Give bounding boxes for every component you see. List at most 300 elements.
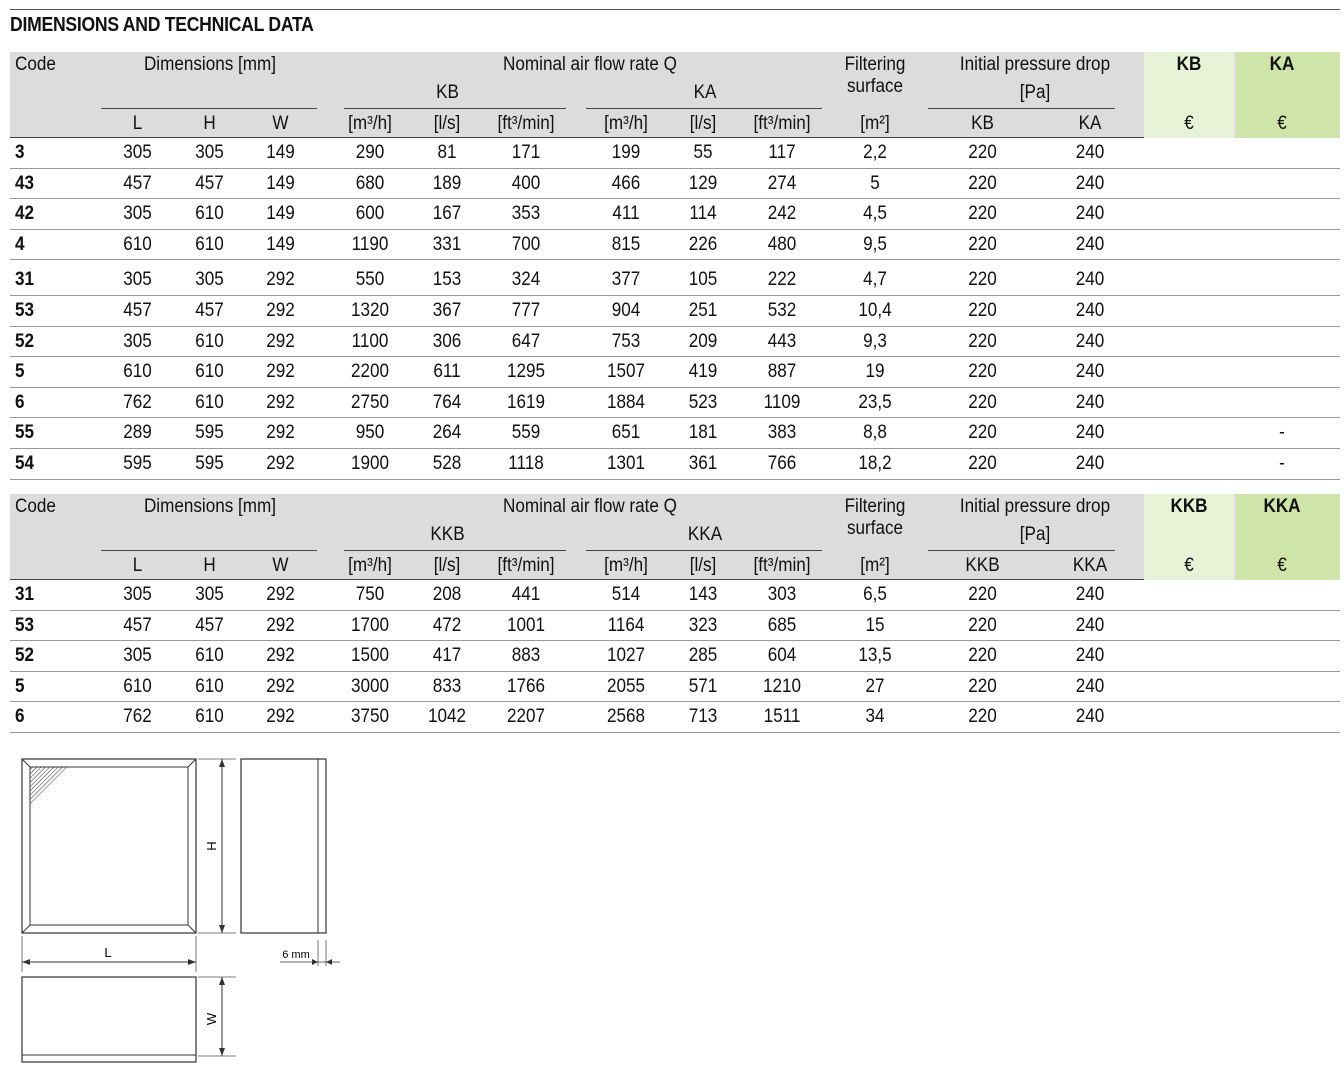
cell-code: 55 [15, 422, 35, 444]
cell-height: 610 [195, 675, 224, 697]
table-row [10, 327, 1340, 358]
table-row [10, 418, 1340, 449]
cell-flow-b-ls: 713 [688, 706, 718, 728]
cell-length: 610 [123, 233, 152, 255]
cell-flow-b-m3h: 199 [611, 142, 641, 163]
cell-pressure-b: 240 [1075, 203, 1105, 225]
cell-pressure-b: 240 [1075, 361, 1105, 383]
header-m2: [m²] [860, 113, 890, 134]
cell-flow-a-m3h: 950 [355, 422, 385, 444]
cell-pressure-a: 220 [968, 391, 997, 413]
cell-length: 305 [123, 269, 152, 291]
cell-flow-a-ls: 208 [432, 584, 462, 605]
height-dimension [198, 759, 236, 933]
cell-flow-a-m3h: 1100 [351, 330, 389, 352]
cell-code: 54 [15, 452, 35, 474]
cell-flow-b-m3h: 815 [611, 233, 641, 255]
cell-flow-b-m3h: 1301 [606, 452, 646, 474]
cell-flow-b-m3h: 1027 [606, 645, 646, 667]
cell-pressure-b: 240 [1075, 614, 1105, 636]
cell-flow-b-ls: 226 [688, 233, 718, 255]
header-underline [101, 108, 317, 109]
cell-flow-b-m3h: 1884 [606, 391, 646, 413]
cell-code: 53 [15, 614, 35, 636]
cell-filtering-surface: 10,4 [858, 299, 892, 321]
cell-code: 5 [15, 675, 25, 697]
cell-flow-b-ls: 105 [688, 269, 718, 291]
cell-pressure-a: 220 [968, 269, 997, 291]
cell-filtering-surface: 9,3 [863, 330, 887, 352]
cell-filtering-surface: 2,2 [863, 142, 887, 163]
header-price-a: KB [1176, 54, 1202, 75]
cell-pressure-b: 240 [1075, 330, 1105, 352]
technical-data-table-1 [10, 52, 1340, 480]
cell-pressure-a: 220 [968, 330, 997, 352]
header-flow-a: KKB [430, 524, 465, 545]
cell-flow-b-ftmin: 383 [767, 422, 797, 444]
cell-flow-b-m3h: 2055 [606, 675, 646, 697]
cell-flow-a-m3h: 3750 [350, 706, 390, 728]
cell-flow-b-m3h: 651 [611, 422, 641, 444]
table-row [10, 388, 1340, 419]
cell-flow-a-ftmin: 777 [511, 299, 541, 321]
cell-flow-a-ftmin: 353 [511, 203, 541, 225]
cell-flow-b-ls: 55 [693, 142, 713, 163]
cell-flow-b-ftmin: 766 [767, 452, 797, 474]
cell-filtering-surface: 9,5 [863, 233, 887, 255]
cell-height: 610 [195, 361, 224, 383]
cell-code: 52 [15, 645, 35, 667]
cell-filtering-surface: 15 [865, 614, 885, 636]
cell-pressure-a: 220 [968, 233, 997, 255]
header-flow-b-ls: [l/s] [689, 113, 717, 134]
header-eur-a: € [1184, 555, 1194, 576]
cell-pressure-b: 240 [1075, 422, 1105, 444]
header-w: W [272, 113, 289, 134]
cell-flow-b-ftmin: 1109 [763, 391, 801, 413]
header-underline [928, 550, 1115, 551]
header-m2: [m²] [860, 555, 890, 576]
cell-width: 292 [266, 330, 295, 352]
cell-flow-a-ftmin: 2207 [506, 706, 546, 728]
cell-height: 610 [195, 203, 224, 225]
cell-filtering-surface: 13,5 [858, 645, 892, 667]
header-surface: surface [846, 518, 904, 539]
header-flow-a-ftmin: [ft³/min] [497, 555, 555, 576]
header-flow-a-ftmin: [ft³/min] [497, 113, 555, 134]
cell-flow-b-ftmin: 685 [767, 614, 797, 636]
top-rule [10, 9, 1340, 10]
header-price-b: KKA [1263, 496, 1301, 517]
header-flow-a-ls: [l/s] [433, 555, 461, 576]
cell-code: 6 [15, 391, 25, 413]
cell-flow-b-ls: 114 [689, 203, 717, 225]
cell-width: 292 [266, 391, 295, 413]
label-6mm: 6 mm [282, 949, 310, 961]
header-flow-a-m3h: [m³/h] [348, 113, 392, 134]
cell-flow-a-m3h: 1320 [350, 299, 390, 321]
cell-flow-a-m3h: 1900 [350, 452, 390, 474]
header-pressure-unit: [Pa] [1019, 82, 1051, 103]
cell-flow-b-ftmin: 887 [767, 361, 797, 383]
header-w: W [272, 555, 289, 576]
cell-pressure-a: 220 [968, 299, 997, 321]
cell-height: 610 [195, 706, 224, 728]
header-pressure: Initial pressure drop [959, 54, 1111, 75]
cell-flow-b-ls: 181 [688, 422, 718, 444]
header-underline [586, 108, 822, 109]
cell-flow-a-m3h: 290 [355, 142, 385, 163]
cell-flow-a-ftmin: 559 [511, 422, 541, 444]
cell-pressure-b: 240 [1075, 269, 1105, 291]
cell-code: 42 [15, 203, 35, 225]
table-row [10, 265, 1340, 296]
header-l: L [132, 113, 143, 134]
cell-length: 595 [123, 452, 152, 474]
cell-pressure-a: 220 [968, 614, 997, 636]
cell-flow-b-ls: 209 [688, 330, 718, 352]
cell-code: 3 [15, 142, 25, 163]
front-view [22, 759, 196, 933]
header-underline [928, 108, 1115, 109]
cell-flow-a-ftmin: 700 [511, 233, 541, 255]
cell-flow-a-ls: 264 [432, 422, 462, 444]
cell-flow-a-m3h: 680 [355, 172, 385, 194]
cell-flow-a-m3h: 1700 [350, 614, 390, 636]
cell-length: 610 [123, 675, 152, 697]
cell-width: 292 [266, 614, 295, 636]
header-flow-a-m3h: [m³/h] [348, 555, 392, 576]
cell-flow-a-ls: 167 [432, 203, 462, 225]
cell-flow-b-m3h: 411 [612, 203, 640, 225]
cell-height: 457 [195, 172, 224, 194]
cell-pressure-b: 240 [1075, 233, 1105, 255]
table-row [10, 611, 1340, 642]
cell-flow-a-ls: 528 [432, 452, 462, 474]
header-flow-b: KA [693, 82, 717, 103]
cell-flow-b-ls: 129 [688, 172, 718, 194]
table-header [10, 52, 1340, 138]
header-pressure-unit: [Pa] [1019, 524, 1051, 545]
cell-pressure-a: 220 [968, 142, 997, 163]
technical-data-table-2 [10, 494, 1340, 733]
table-row [10, 357, 1340, 388]
cell-code: 5 [15, 361, 25, 383]
cell-width: 149 [266, 203, 295, 225]
cell-width: 292 [266, 299, 295, 321]
cell-filtering-surface: 34 [865, 706, 885, 728]
cell-length: 305 [123, 645, 152, 667]
cell-width: 292 [266, 645, 295, 667]
cell-flow-b-m3h: 514 [611, 584, 641, 605]
cell-pressure-a: 220 [968, 584, 997, 605]
cell-pressure-b: 240 [1075, 172, 1105, 194]
cell-flow-b-m3h: 466 [611, 172, 641, 194]
header-underline [586, 550, 822, 551]
cell-height: 457 [195, 299, 224, 321]
header-pressure: Initial pressure drop [959, 496, 1111, 517]
cell-flow-a-m3h: 1190 [351, 233, 389, 255]
table-row [10, 702, 1340, 733]
cell-length: 305 [123, 203, 152, 225]
header-flow-b-ftmin: [ft³/min] [753, 555, 811, 576]
cell-pressure-a: 220 [968, 645, 997, 667]
cell-length: 762 [123, 391, 152, 413]
header-code: Code [15, 496, 56, 517]
header-flow-b: KKA [687, 524, 723, 545]
cell-flow-a-ftmin: 171 [511, 142, 541, 163]
cell-flow-a-ftmin: 883 [511, 645, 541, 667]
cell-filtering-surface: 27 [865, 675, 885, 697]
cell-flow-a-ls: 81 [437, 142, 457, 163]
table-row [10, 580, 1340, 611]
cell-length: 457 [123, 614, 152, 636]
cell-code: 4 [15, 233, 25, 255]
cell-length: 289 [123, 422, 152, 444]
header-dimensions: Dimensions [mm] [143, 54, 277, 75]
table-row [10, 138, 1340, 169]
cell-flow-a-m3h: 750 [355, 584, 385, 605]
cell-flow-a-m3h: 550 [355, 269, 385, 291]
cell-pressure-b: 240 [1075, 142, 1105, 163]
cell-flow-b-m3h: 2568 [606, 706, 646, 728]
header-price-b: KA [1269, 54, 1295, 75]
label-w: W [204, 1012, 219, 1026]
cell-flow-b-ls: 523 [688, 391, 718, 413]
cell-pressure-a: 220 [968, 172, 997, 194]
table-row [10, 296, 1340, 327]
cell-flow-a-ls: 833 [432, 675, 462, 697]
cell-length: 305 [123, 330, 152, 352]
cell-pressure-b: 240 [1075, 645, 1105, 667]
table-row [10, 169, 1340, 200]
table-header [10, 494, 1340, 580]
header-pressure-a: KKB [965, 555, 1000, 576]
cell-flow-b-ls: 285 [688, 645, 718, 667]
cell-code: 53 [15, 299, 35, 321]
cell-length: 762 [123, 706, 152, 728]
header-nominal-flow: Nominal air flow rate Q [503, 496, 677, 517]
table-row [10, 449, 1340, 480]
header-flow-a: KB [436, 82, 459, 103]
header-flow-b-m3h: [m³/h] [604, 113, 648, 134]
cell-flow-b-m3h: 1164 [607, 614, 645, 636]
side-view [241, 759, 326, 933]
cell-flow-b-ftmin: 604 [767, 645, 797, 667]
cell-height: 595 [195, 452, 224, 474]
cell-flow-b-ls: 361 [688, 452, 718, 474]
cell-flow-a-m3h: 2750 [350, 391, 390, 413]
cell-filtering-surface: 4,7 [863, 269, 887, 291]
cell-length: 305 [123, 584, 152, 605]
cell-pressure-a: 220 [968, 706, 997, 728]
header-flow-a-ls: [l/s] [433, 113, 461, 134]
cell-width: 149 [266, 233, 295, 255]
header-h: H [203, 555, 216, 576]
header-filtering: Filtering [844, 496, 906, 517]
header-price-a: KKB [1170, 496, 1208, 517]
header-pressure-a: KB [971, 113, 994, 134]
header-underline [344, 108, 566, 109]
cell-height: 305 [195, 584, 224, 605]
cell-width: 149 [266, 172, 295, 194]
cell-width: 292 [266, 675, 295, 697]
header-eur-b: € [1277, 555, 1287, 576]
table-row [10, 199, 1340, 230]
cell-pressure-b: 240 [1075, 706, 1105, 728]
cell-flow-b-ftmin: 1511 [763, 706, 801, 728]
table-row [10, 230, 1340, 261]
cell-flow-b-ftmin: 480 [767, 233, 797, 255]
header-underline [101, 550, 317, 551]
header-h: H [203, 113, 216, 134]
cell-flow-a-ftmin: 1619 [506, 391, 546, 413]
cell-price-b: - [1279, 452, 1285, 474]
cell-flow-a-ftmin: 647 [511, 330, 541, 352]
cell-flow-b-ftmin: 303 [767, 584, 797, 605]
cell-flow-b-ftmin: 532 [767, 299, 797, 321]
header-nominal-flow: Nominal air flow rate Q [503, 54, 677, 75]
length-dimension [22, 936, 196, 972]
header-eur-b: € [1277, 113, 1287, 134]
page-title: DIMENSIONS AND TECHNICAL DATA [10, 14, 314, 36]
cell-flow-b-ftmin: 222 [767, 269, 797, 291]
cell-flow-a-ls: 367 [432, 299, 462, 321]
header-dimensions: Dimensions [mm] [143, 496, 277, 517]
cell-width: 292 [266, 269, 295, 291]
cell-flow-a-ftmin: 1118 [508, 452, 544, 474]
label-l: L [104, 945, 112, 960]
cell-width: 292 [266, 452, 295, 474]
cell-flow-a-ls: 472 [432, 614, 462, 636]
cell-width: 292 [266, 706, 295, 728]
header-filtering: Filtering [844, 54, 906, 75]
cell-flow-b-m3h: 753 [611, 330, 641, 352]
cell-width: 149 [266, 142, 295, 163]
header-eur-a: € [1184, 113, 1194, 134]
cell-height: 610 [195, 330, 224, 352]
cell-flow-a-ftmin: 1295 [506, 361, 546, 383]
cell-flow-a-ls: 331 [432, 233, 462, 255]
cell-flow-a-ftmin: 1766 [506, 675, 546, 697]
cell-pressure-b: 240 [1075, 452, 1105, 474]
cell-height: 305 [195, 269, 224, 291]
cell-flow-a-ls: 1042 [427, 706, 467, 728]
cell-width: 292 [266, 584, 295, 605]
cell-code: 31 [15, 584, 35, 605]
cell-flow-b-ls: 323 [688, 614, 718, 636]
cell-flow-a-ls: 611 [433, 361, 461, 383]
cell-pressure-a: 220 [968, 203, 997, 225]
cell-pressure-a: 220 [968, 422, 997, 444]
cell-flow-b-ftmin: 117 [768, 142, 796, 163]
cell-pressure-a: 220 [968, 675, 997, 697]
filter-media-hatch [30, 767, 70, 807]
cell-flow-a-m3h: 3000 [350, 675, 390, 697]
cell-flow-a-ftmin: 441 [511, 584, 541, 605]
cell-length: 457 [123, 299, 152, 321]
cell-flow-b-m3h: 904 [611, 299, 641, 321]
cell-height: 610 [195, 645, 224, 667]
cell-filtering-surface: 8,8 [863, 422, 887, 444]
cell-flow-a-ftmin: 1001 [506, 614, 546, 636]
cell-height: 305 [195, 142, 224, 163]
cell-filtering-surface: 18,2 [858, 452, 892, 474]
cell-flow-a-m3h: 600 [355, 203, 385, 225]
cell-flow-a-ls: 153 [432, 269, 462, 291]
cell-height: 595 [195, 422, 224, 444]
cell-flow-b-m3h: 1507 [606, 361, 646, 383]
cell-length: 305 [123, 142, 152, 163]
width-dimension [198, 977, 236, 1056]
cell-pressure-a: 220 [968, 452, 997, 474]
cell-flow-b-ls: 251 [688, 299, 718, 321]
label-h: H [204, 841, 219, 851]
cell-pressure-b: 240 [1075, 299, 1105, 321]
cell-flow-a-m3h: 1500 [350, 645, 390, 667]
cell-filtering-surface: 19 [865, 361, 885, 383]
cell-code: 6 [15, 706, 25, 728]
table-row [10, 641, 1340, 672]
cell-flow-a-ftmin: 324 [511, 269, 541, 291]
cell-height: 610 [195, 233, 224, 255]
cell-flow-a-ls: 764 [432, 391, 462, 413]
header-surface: surface [846, 76, 904, 97]
filter-dimension-drawing [0, 740, 360, 1075]
cell-filtering-surface: 5 [870, 172, 880, 194]
header-l: L [132, 555, 143, 576]
header-pressure-b: KA [1078, 113, 1102, 134]
header-underline [344, 550, 566, 551]
cell-filtering-surface: 23,5 [858, 391, 892, 413]
cell-code: 43 [15, 172, 35, 194]
cell-pressure-b: 240 [1075, 584, 1105, 605]
cell-width: 292 [266, 422, 295, 444]
header-code: Code [15, 54, 56, 75]
cell-flow-b-ls: 143 [688, 584, 718, 605]
top-view [22, 977, 196, 1062]
cell-code: 31 [15, 269, 35, 291]
cell-width: 292 [266, 361, 295, 383]
cell-filtering-surface: 4,5 [863, 203, 887, 225]
cell-flow-b-ftmin: 242 [767, 203, 797, 225]
cell-price-b: - [1279, 422, 1285, 444]
header-flow-b-ftmin: [ft³/min] [753, 113, 811, 134]
cell-pressure-b: 240 [1075, 675, 1105, 697]
cell-flow-b-ftmin: 443 [767, 330, 797, 352]
cell-flow-a-ls: 417 [432, 645, 462, 667]
cell-length: 457 [123, 172, 152, 194]
cell-length: 610 [123, 361, 152, 383]
table-row [10, 672, 1340, 703]
header-pressure-b: KKA [1072, 555, 1108, 576]
cell-filtering-surface: 6,5 [863, 584, 887, 605]
cell-flow-b-ls: 419 [688, 361, 718, 383]
cell-flow-b-ftmin: 1210 [762, 675, 802, 697]
six-mm-dimension [280, 940, 340, 966]
cell-pressure-b: 240 [1075, 391, 1105, 413]
cell-height: 610 [195, 391, 224, 413]
cell-code: 52 [15, 330, 35, 352]
cell-flow-b-m3h: 377 [611, 269, 641, 291]
cell-flow-a-m3h: 2200 [350, 361, 390, 383]
cell-flow-a-ls: 306 [432, 330, 462, 352]
cell-flow-b-ls: 571 [688, 675, 718, 697]
cell-height: 457 [195, 614, 224, 636]
header-flow-b-m3h: [m³/h] [604, 555, 648, 576]
cell-pressure-a: 220 [968, 361, 997, 383]
header-flow-b-ls: [l/s] [689, 555, 717, 576]
